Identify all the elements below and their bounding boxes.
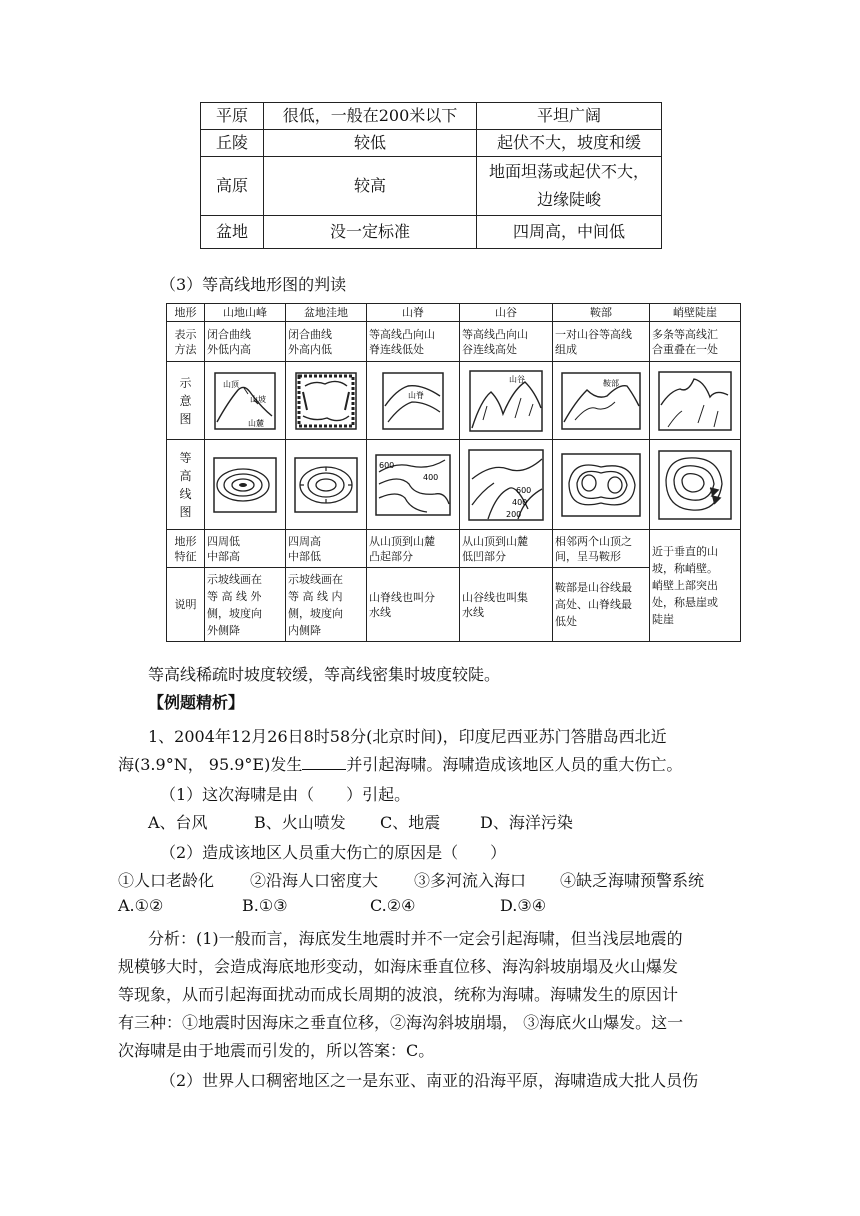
cell bbox=[650, 530, 741, 642]
reason-1: ①人口老龄化 bbox=[118, 871, 215, 890]
contour-table bbox=[166, 303, 741, 642]
cell bbox=[286, 530, 367, 568]
analysis-line: 等现象，从而引起海面扰动而成长周期的波浪，统称为海啸。海啸发生的原因计 bbox=[118, 985, 679, 1004]
landform-table bbox=[200, 102, 662, 249]
cell-line: 峭壁上部突出 bbox=[652, 579, 718, 592]
label-char: 等 bbox=[179, 450, 192, 465]
cell bbox=[460, 322, 553, 362]
cell bbox=[205, 568, 286, 642]
table-row bbox=[201, 103, 662, 130]
option-b: B.①③ bbox=[242, 896, 288, 915]
option-b: B、火山喷发 bbox=[254, 813, 346, 832]
cell bbox=[553, 530, 650, 568]
label-line: 表示 bbox=[174, 327, 197, 341]
cell-line: 四周高 bbox=[288, 534, 321, 548]
cell-line: 脊连线低处 bbox=[369, 342, 424, 356]
row-label: 地形 bbox=[167, 304, 205, 322]
saddle-contour-map bbox=[561, 453, 641, 517]
q1-reasons bbox=[118, 868, 704, 891]
label-line: 特征 bbox=[174, 549, 197, 563]
row-label bbox=[167, 322, 205, 362]
col-header: 山谷 bbox=[460, 304, 553, 322]
cell bbox=[553, 322, 650, 362]
cell-line: 等 高 线 内 bbox=[288, 589, 343, 603]
cell: 高原 bbox=[201, 157, 264, 216]
cell-line: 山谷线也叫集 bbox=[462, 590, 528, 604]
contour-label: 600 bbox=[379, 460, 395, 470]
cell-line: 多条等高线汇 bbox=[652, 327, 718, 341]
option-a: A、台风 bbox=[148, 813, 208, 832]
cell bbox=[367, 362, 460, 440]
cell-line: 地面坦荡或起伏不大， bbox=[488, 162, 649, 181]
cell-line: 中部低 bbox=[288, 549, 321, 563]
contour-label: 200 bbox=[506, 509, 522, 519]
cell bbox=[286, 322, 367, 362]
label-char: 线 bbox=[179, 486, 192, 501]
option-c: C、地震 bbox=[380, 813, 441, 832]
cell-line: 组成 bbox=[555, 342, 577, 356]
row-label bbox=[167, 530, 205, 568]
saddle-diagram bbox=[561, 372, 641, 430]
col-header: 盆地洼地 bbox=[286, 304, 367, 322]
cell-line: 等 高 线 外 bbox=[207, 589, 262, 603]
cell bbox=[286, 440, 367, 530]
cell: 较高 bbox=[264, 157, 477, 216]
cell-line: 外侧降 bbox=[207, 623, 240, 637]
label-line: 方法 bbox=[174, 342, 197, 356]
analysis-line: 规模够大时，会造成海底地形变动，如海床垂直位移、海沟斜坡崩塌及火山爆发 bbox=[118, 957, 679, 976]
cell: 起伏不大，坡度和缓 bbox=[477, 130, 662, 157]
cell-line: 侧，坡度向 bbox=[207, 606, 262, 620]
cell: 丘陵 bbox=[201, 130, 264, 157]
cell-line: 从山顶到山麓 bbox=[369, 534, 435, 548]
label-char: 意 bbox=[179, 393, 192, 408]
cell-line: 外高内低 bbox=[288, 342, 332, 356]
contour-label: 400 bbox=[423, 472, 439, 482]
cell-line: 相邻两个山顶之 bbox=[555, 534, 632, 548]
col-header: 峭壁陡崖 bbox=[650, 304, 741, 322]
analysis-line: 分析：(1)一般而言，海底发生地震时并不一定会引起海啸，但当浅层地震的 bbox=[148, 929, 683, 948]
cell-line: 边缘陡峻 bbox=[536, 190, 601, 209]
cell bbox=[286, 362, 367, 440]
q1-options2 bbox=[118, 896, 546, 915]
q1-line2-b: 并引起海啸。海啸造成该地区人员的重大伤亡。 bbox=[346, 755, 683, 774]
basin-diagram bbox=[295, 372, 357, 430]
cell-line: 一对山谷等高线 bbox=[555, 327, 632, 341]
reason-4: ④缺乏海啸预警系统 bbox=[560, 871, 705, 890]
cell bbox=[205, 530, 286, 568]
cell bbox=[460, 568, 553, 642]
q1-sub1: （1）这次海啸是由（ ）引起。 bbox=[160, 785, 411, 804]
analysis-line: 次海啸是由于地震而引发的，所以答案：C。 bbox=[118, 1041, 435, 1060]
cell-line: 处，称悬崖或 bbox=[652, 596, 718, 609]
analysis-line: （2）世界人口稠密地区之一是东亚、南亚的沿海平原，海啸造成大批人员伤 bbox=[160, 1071, 699, 1090]
section-title: （3）等高线地形图的判读 bbox=[160, 275, 347, 294]
diagram-label: 山谷 bbox=[509, 374, 525, 384]
label-line: 地形 bbox=[174, 534, 197, 548]
cell bbox=[477, 157, 662, 216]
col-header: 山地山峰 bbox=[205, 304, 286, 322]
cell-line: 山脊线也叫分 bbox=[369, 590, 435, 604]
option-c: C.②④ bbox=[370, 896, 416, 915]
cell bbox=[367, 322, 460, 362]
cell-line: 等高线凸向山 bbox=[462, 327, 528, 341]
contour-label: 400 bbox=[512, 497, 528, 507]
valley-diagram bbox=[469, 370, 543, 432]
table-row bbox=[167, 322, 741, 362]
cell-line: 闭合曲线 bbox=[288, 327, 332, 341]
cell bbox=[205, 322, 286, 362]
cell bbox=[650, 440, 741, 530]
cell bbox=[367, 568, 460, 642]
col-header: 山脊 bbox=[367, 304, 460, 322]
basin-contour-map bbox=[294, 457, 358, 513]
cell-line: 外低内高 bbox=[207, 342, 251, 356]
cell: 平原 bbox=[201, 103, 264, 130]
q1-line2 bbox=[118, 752, 682, 775]
table-row bbox=[167, 530, 741, 568]
table-row bbox=[167, 304, 741, 322]
diagram-label: 山坡 bbox=[250, 394, 266, 404]
cell bbox=[460, 440, 553, 530]
table-row bbox=[201, 216, 662, 249]
table-row bbox=[167, 440, 741, 530]
cell bbox=[553, 362, 650, 440]
valley-contour-map bbox=[468, 449, 544, 521]
col-header: 鞍部 bbox=[553, 304, 650, 322]
cliff-diagram bbox=[658, 371, 732, 431]
diagram-label: 山顶 bbox=[223, 379, 239, 389]
q1-line1: 1、2004年12月26日8时58分(北京时间)，印度尼西亚苏门答腊岛西北近 bbox=[148, 727, 667, 746]
cell: 较低 bbox=[264, 130, 477, 157]
cell bbox=[460, 362, 553, 440]
cell-line: 高处、山脊线最 bbox=[555, 598, 632, 611]
cliff-contour-map bbox=[658, 450, 732, 520]
cell: 盆地 bbox=[201, 216, 264, 249]
cell-line: 侧，坡度向 bbox=[288, 606, 343, 620]
cell-line: 低处 bbox=[555, 615, 577, 628]
label-char: 图 bbox=[179, 504, 192, 519]
label-char: 高 bbox=[179, 468, 192, 483]
reason-3: ③多河流入海口 bbox=[414, 871, 527, 890]
analysis-line: 有三种：①地震时因海床之垂直位移，②海沟斜坡崩塌， ③海底火山爆发。这一 bbox=[118, 1013, 684, 1032]
cell-line: 内侧降 bbox=[288, 623, 321, 637]
diagram-label: 山脊 bbox=[408, 390, 424, 400]
cell-line: 示坡线画在 bbox=[207, 572, 262, 586]
cell-line: 谷连线高处 bbox=[462, 342, 517, 356]
cell bbox=[367, 530, 460, 568]
cell: 四周高，中间低 bbox=[477, 216, 662, 249]
ridge-diagram bbox=[382, 372, 444, 430]
cell-line: 间，呈马鞍形 bbox=[555, 549, 621, 563]
cell bbox=[553, 568, 650, 642]
cell-line: 近于垂直的山 bbox=[652, 545, 718, 558]
cell bbox=[205, 362, 286, 440]
cell-line: 鞍部是山谷线最 bbox=[555, 581, 632, 594]
q1-options1 bbox=[148, 810, 573, 833]
option-a: A.①② bbox=[118, 896, 164, 915]
q1-line2-a: 海(3.9°N， 95.9°E)发生 bbox=[118, 755, 303, 774]
table-row bbox=[201, 157, 662, 216]
cell-line: 水线 bbox=[369, 605, 391, 619]
cell-line: 从山顶到山麓 bbox=[462, 534, 528, 548]
slope-note: 等高线稀疏时坡度较缓，等高线密集时坡度较陡。 bbox=[148, 665, 501, 684]
label-char: 示 bbox=[179, 375, 192, 390]
row-label bbox=[167, 362, 205, 440]
cell bbox=[367, 440, 460, 530]
cell bbox=[553, 440, 650, 530]
cell: 没一定标准 bbox=[264, 216, 477, 249]
cell-line: 等高线凸向山 bbox=[369, 327, 435, 341]
ridge-contour-map bbox=[375, 454, 451, 516]
cell-line: 陡崖 bbox=[652, 613, 674, 626]
cell-line: 水线 bbox=[462, 605, 484, 619]
cell-line: 低凹部分 bbox=[462, 549, 506, 563]
cell bbox=[650, 362, 741, 440]
cell-line: 坡，称峭壁。 bbox=[652, 562, 718, 575]
table-row bbox=[167, 362, 741, 440]
cell-line: 合重叠在一处 bbox=[652, 342, 718, 356]
cell: 平坦广阔 bbox=[477, 103, 662, 130]
table-row bbox=[201, 130, 662, 157]
cell bbox=[460, 530, 553, 568]
peak-contour-map bbox=[213, 457, 277, 513]
cell-line: 四周低 bbox=[207, 534, 240, 548]
cell-line: 中部高 bbox=[207, 549, 240, 563]
option-d: D、海洋污染 bbox=[480, 813, 573, 832]
cell-line: 示坡线画在 bbox=[288, 572, 343, 586]
cell: 很低，一般在200米以下 bbox=[264, 103, 477, 130]
mountain-peak-diagram bbox=[214, 372, 276, 430]
cell bbox=[286, 568, 367, 642]
row-label: 说明 bbox=[167, 568, 205, 642]
cell-line: 闭合曲线 bbox=[207, 327, 251, 341]
cell bbox=[650, 322, 741, 362]
row-label bbox=[167, 440, 205, 530]
reason-2: ②沿海人口密度大 bbox=[250, 871, 379, 890]
example-heading: 【例题精析】 bbox=[148, 693, 245, 712]
cell-line: 凸起部分 bbox=[369, 549, 413, 563]
q1-sub2: （2）造成该地区人员重大伤亡的原因是（ ） bbox=[160, 843, 507, 862]
diagram-label: 山麓 bbox=[248, 418, 264, 428]
diagram-label: 鞍部 bbox=[603, 378, 619, 388]
label-char: 图 bbox=[179, 411, 192, 426]
cell bbox=[205, 440, 286, 530]
option-d: D.③④ bbox=[500, 896, 547, 915]
contour-label: 600 bbox=[516, 485, 532, 495]
answer-blank bbox=[302, 755, 346, 770]
